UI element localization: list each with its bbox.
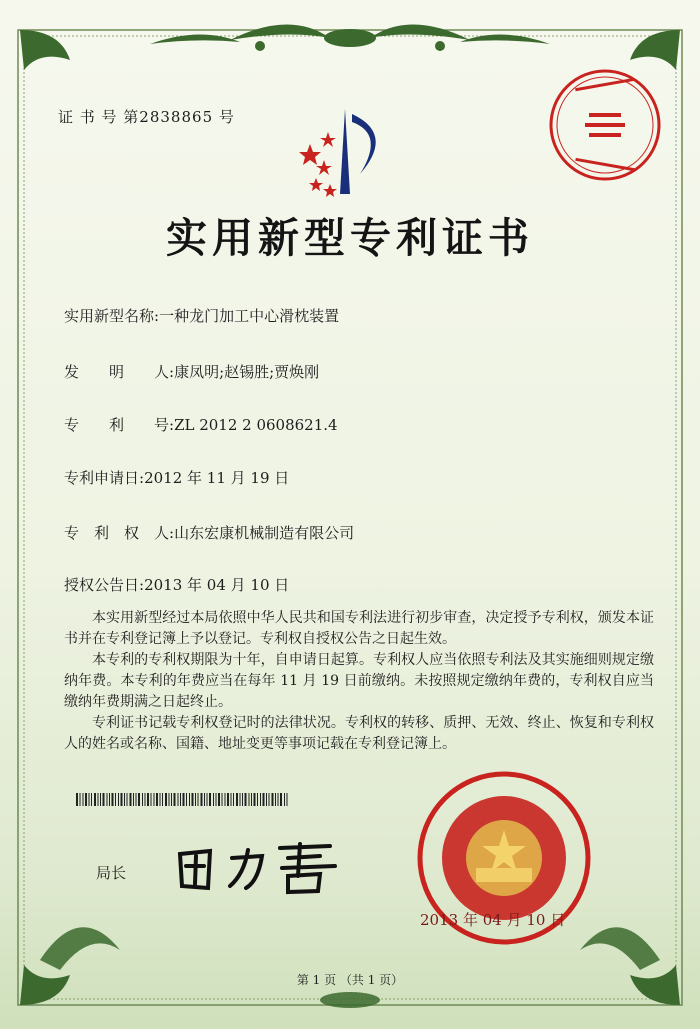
director-signature bbox=[170, 836, 350, 896]
field-label: 专 利 权 人: bbox=[64, 524, 175, 542]
field-value: 康凤明;赵锡胜;贾焕刚 bbox=[174, 363, 320, 381]
sipo-logo bbox=[290, 104, 400, 204]
patent-number-field bbox=[64, 414, 338, 435]
field-value: ZL 2012 2 0608621.4 bbox=[174, 416, 338, 434]
field-label: 专利申请日: bbox=[64, 469, 145, 487]
grant-date-field bbox=[64, 574, 289, 595]
field-label: 实用新型名称: bbox=[64, 307, 160, 325]
field-label: 专 利 号: bbox=[64, 416, 175, 434]
certificate-body bbox=[64, 608, 654, 755]
body-paragraph: 专利证书记载专利权登记时的法律状况。专利权的转移、质押、无效、终止、恢复和专利权人的姓名或名称、国籍、地址变更等事项记载在专利登记簿上。 bbox=[64, 715, 654, 752]
filing-date-field bbox=[64, 467, 289, 488]
field-value: 2013 年 04 月 10 日 bbox=[144, 576, 290, 594]
field-label: 发 明 人: bbox=[64, 363, 175, 381]
certificate-title: 实用新型专利证书 bbox=[166, 214, 534, 262]
field-value: 2012 年 11 月 19 日 bbox=[144, 469, 290, 487]
director-label: 局长 bbox=[96, 864, 127, 882]
certificate-number: 证 书 号 第2838865 号 bbox=[58, 108, 235, 126]
body-paragraph: 本专利的专利权期限为十年，自申请日起算。专利权人应当依照专利法及其实施细则规定缴纳年费。本专利的年费应当在每年 11 月 19 日前缴纳。未按照规定缴纳年费的，专利权自应当缴纳年费期满之日起终止。 bbox=[64, 652, 654, 710]
barcode bbox=[76, 793, 290, 806]
page-footer: 第 1 页 （共 1 页） bbox=[296, 973, 404, 987]
seal-date: 2013 年 04 月 10 日 bbox=[420, 911, 566, 929]
utility-model-name-field bbox=[64, 305, 339, 326]
patentee-field bbox=[64, 522, 354, 543]
inventor-field bbox=[64, 361, 319, 382]
field-label: 授权公告日: bbox=[64, 576, 145, 594]
tax-agency-seal bbox=[545, 65, 665, 185]
field-value: 一种龙门加工中心滑枕装置 bbox=[159, 307, 340, 325]
field-value: 山东宏康机械制造有限公司 bbox=[174, 524, 355, 542]
body-paragraph: 本实用新型经过本局依照中华人民共和国专利法进行初步审查，决定授予专利权，颁发本证书并在专利登记簿上予以登记。专利权自授权公告之日起生效。 bbox=[64, 610, 654, 647]
